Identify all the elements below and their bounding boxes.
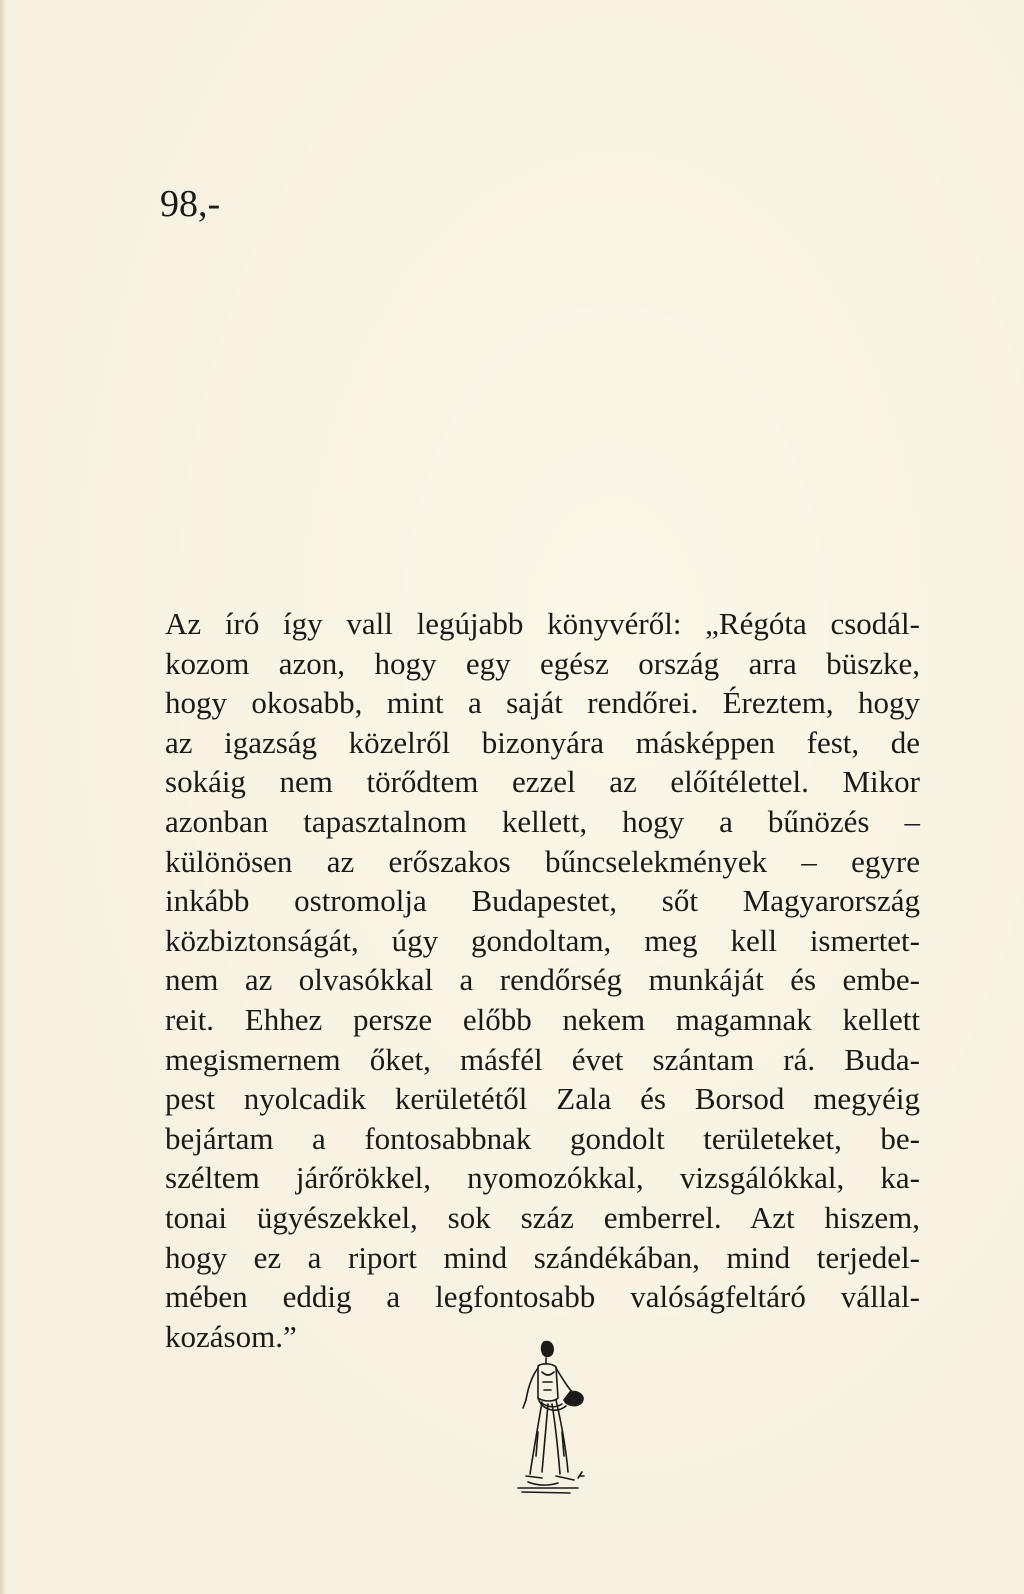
- blurb-line: reit. Ehhez persze előbb nekem magamnak kellett: [165, 1001, 920, 1037]
- page-edge-shadow: [0, 0, 6, 1594]
- blurb-line: Az író így vall legújabb könyvéről: „Régóta csodál-: [165, 606, 920, 641]
- blurb-line: tonai ügyészekkel, sok száz emberrel. Azt hiszem,: [165, 1199, 920, 1235]
- price-label: 98,-: [160, 183, 221, 225]
- blurb-line: mében eddig a legfontosabb valóságfeltáró vállal-: [165, 1279, 920, 1315]
- blurb-line: közbiztonságát, úgy gondoltam, meg kell ismertet-: [165, 922, 920, 958]
- sower-figure-icon: [508, 1336, 590, 1506]
- blurb-line: pest nyolcadik kerületétől Zala és Borsod megyéig: [165, 1081, 920, 1117]
- blurb-line: bejártam a fontosabbnak gondolt területeket, be-: [165, 1120, 920, 1156]
- blurb-line: hogy okosabb, mint a saját rendőrei. Éreztem, hogy: [165, 685, 920, 721]
- blurb-line: sokáig nem törődtem ezzel az előítélettel. Mikor: [165, 764, 920, 800]
- blurb-line: inkább ostromolja Budapestet, sőt Magyarország: [165, 883, 920, 919]
- blurb-line: megismernem őket, másfél évet szántam rá. Buda-: [165, 1041, 920, 1077]
- blurb-line: azonban tapasztalnom kellett, hogy a bűnözés –: [165, 803, 920, 839]
- blurb-line: hogy ez a riport mind szándékában, mind terjedel-: [165, 1239, 920, 1275]
- author-blurb: [165, 604, 920, 1356]
- blurb-line: kozom azon, hogy egy egész ország arra büszke,: [165, 645, 920, 681]
- blurb-line: széltem járőrökkel, nyomozókkal, vizsgálókkal, ka-: [165, 1160, 920, 1196]
- blurb-line: kozásom.”: [165, 1318, 297, 1354]
- blurb-line: nem az olvasókkal a rendőrség munkáját és embe-: [165, 962, 920, 998]
- blurb-line: különösen az erőszakos bűncselekmények – egyre: [165, 843, 920, 879]
- blurb-line: az igazság közelről bizonyára másképpen fest, de: [165, 724, 920, 760]
